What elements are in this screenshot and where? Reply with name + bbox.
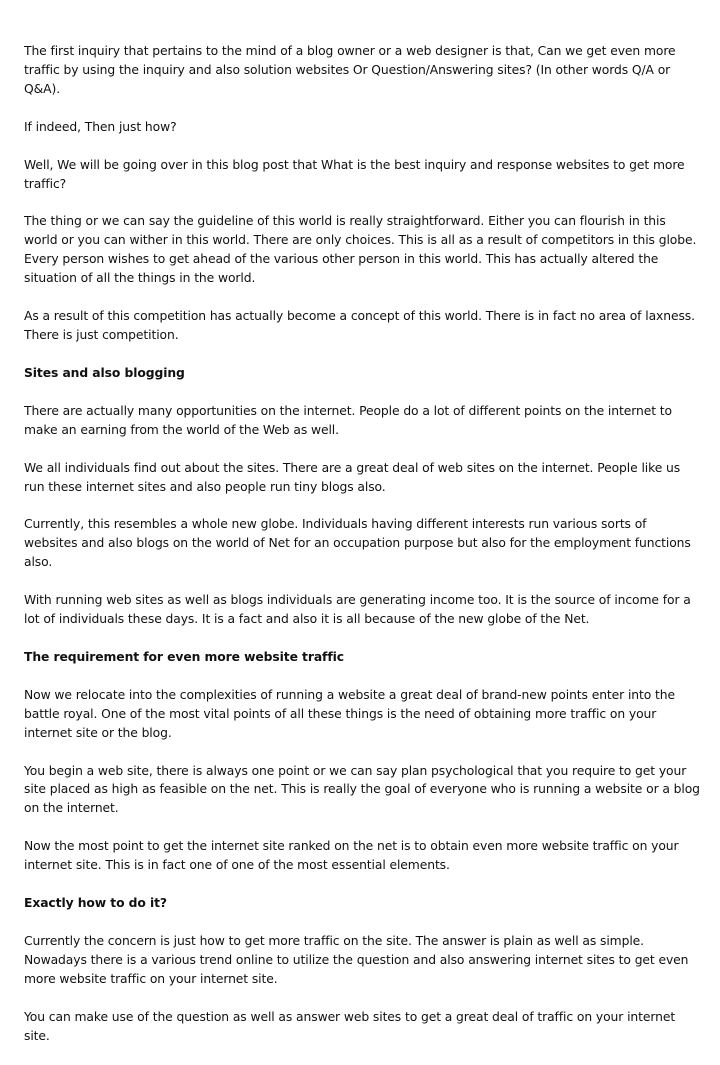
section-heading: Exactly how to do it? (24, 896, 167, 911)
paragraph: As a result of this competition has actually become a concept of this world. There is in fact no area of laxness. There is just competition. (24, 309, 695, 342)
paragraph: We all individuals find out about the sites. There are a great deal of web sites on the internet. People like us run these internet sites and also people run tiny blogs also. (24, 460, 681, 494)
section-heading: The requirement for even more website traffic (24, 649, 344, 664)
paragraph: You can make use of the question as well as answer web sites to get a great deal of traffic on your internet site. (24, 1009, 676, 1043)
paragraph: Well, We will be going over in this blog post that What is the best inquiry and response websites to get more traffic? (24, 157, 685, 191)
paragraph: Now we relocate into the complexities of running a website a great deal of brand-new points enter into the battle royal. One of the most vital points of all these things is the need of obtaining more traffic on your internet site or the blog. (24, 687, 675, 740)
paragraph: The first inquiry that pertains to the mind of a blog owner or a web designer is that, Can we get even more traffic by using the inquiry and also solution websites Or Question/Answering sites? (In other words Q/A or Q&A). (24, 44, 676, 96)
paragraph: There are actually many opportunities on the internet. People do a lot of different points on the internet to make an earning from the world of the Web as well. (24, 403, 672, 437)
article-body (24, 42, 700, 1065)
paragraph: You begin a web site, there is always one point or we can say plan psychological that you require to get your site placed as high as feasible on the net. This is really the goal of everyone who is running a website or a blog on the internet. (24, 763, 700, 816)
paragraph: The thing or we can say the guideline of this world is really straightforward. Either you can flourish in this world or you can wither in this world. There are only choices. This is all as a result of competitors in this globe. Every person wishes to get ahead of the various other person in this world. This has actually altered the situation of all the things in the world. (24, 214, 697, 286)
paragraph: With running web sites as well as blogs individuals are generating income too. It is the source of income for a lot of individuals these days. It is a fact and also it is all because of the new globe of the Net. (24, 593, 691, 627)
paragraph: Currently the concern is just how to get more traffic on the site. The answer is plain as well as simple. Nowadays there is a various trend online to utilize the question and also answering internet sites to get even more website traffic on your internet site. (24, 934, 689, 986)
paragraph: Now the most point to get the internet site ranked on the net is to obtain even more website traffic on your internet site. This is in fact one of one of the most essential elements. (24, 839, 679, 873)
section-heading: Sites and also blogging (24, 365, 185, 380)
paragraph: If indeed, Then just how? (24, 119, 177, 134)
paragraph: Currently, this resembles a whole new globe. Individuals having different interests run various sorts of websites and also blogs on the world of Net for an occupation purpose but also for the employment functions also. (24, 517, 691, 570)
